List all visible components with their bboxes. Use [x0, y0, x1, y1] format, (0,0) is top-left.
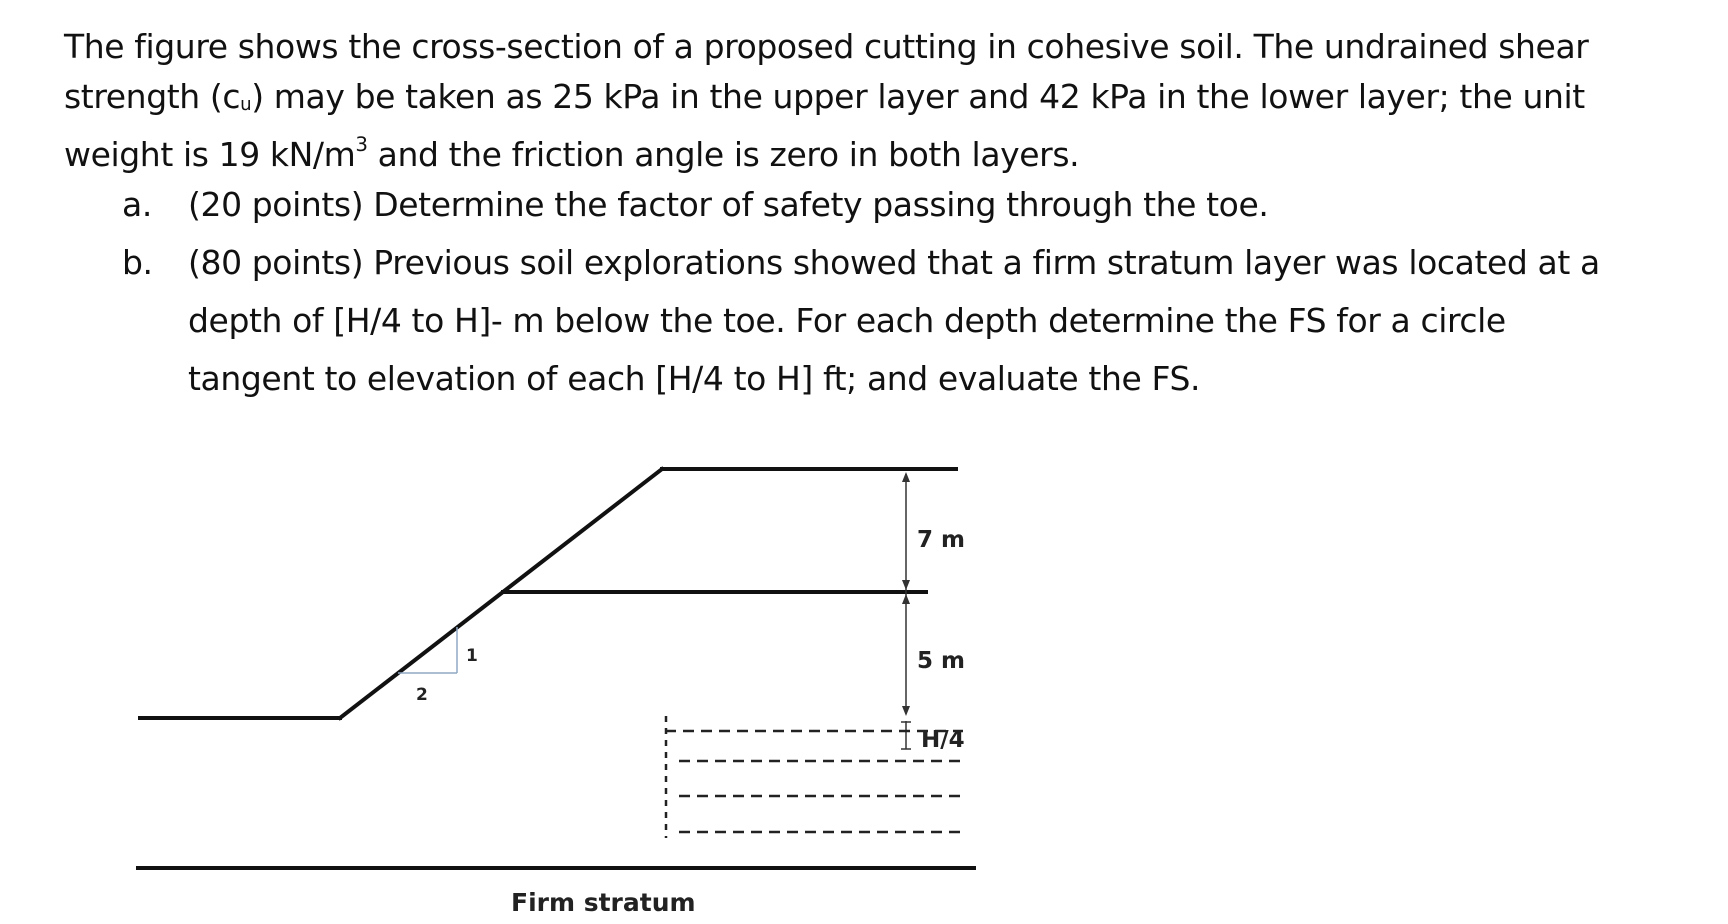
slope-ratio-horizontal-label: 2 — [416, 685, 428, 705]
upper-layer-thickness-label: 7 m — [917, 527, 965, 553]
question-b-line-2: depth of [H/4 to H]- m below the toe. For each depth determine the FS for a circle — [188, 300, 1506, 340]
intro-line-2b: ) may be taken as 25 kPa in the upper layer and 42 kPa in the lower layer; the unit — [251, 77, 1585, 116]
dimension-arrow-bottom — [902, 706, 910, 716]
depth-label: H/4 — [921, 727, 965, 753]
slope-ratio-vertical-label: 1 — [466, 646, 478, 666]
question-a-text: (20 points) Determine the factor of safety passing through the toe. — [188, 184, 1269, 224]
intro-line-3a: weight is 19 kN/m — [64, 134, 356, 174]
dimension-arrow-top — [902, 472, 910, 482]
lower-layer-thickness-label: 5 m — [917, 648, 965, 674]
cu-subscript: u — [240, 93, 252, 115]
question-a-marker: a. — [122, 184, 152, 224]
question-b-line-3: tangent to elevation of each [H/4 to H] ft; and evaluate the FS. — [188, 358, 1201, 398]
question-b-line-1: (80 points) Previous soil explorations showed that a firm stratum layer was located at a — [188, 242, 1600, 282]
dimension-arrow-mid-up — [902, 580, 910, 590]
intro-line-3b: and the friction angle is zero in both layers. — [367, 134, 1080, 174]
cubed-superscript: 3 — [355, 132, 368, 156]
question-b-marker: b. — [122, 242, 153, 282]
intro-line-1: The figure shows the cross-section of a proposed cutting in cohesive soil. The undrained shear — [64, 27, 1589, 66]
firm-stratum-label: Firm stratum — [511, 888, 696, 917]
intro-line-2a: strength (c — [64, 77, 241, 116]
dimension-arrow-mid-down — [902, 594, 910, 604]
